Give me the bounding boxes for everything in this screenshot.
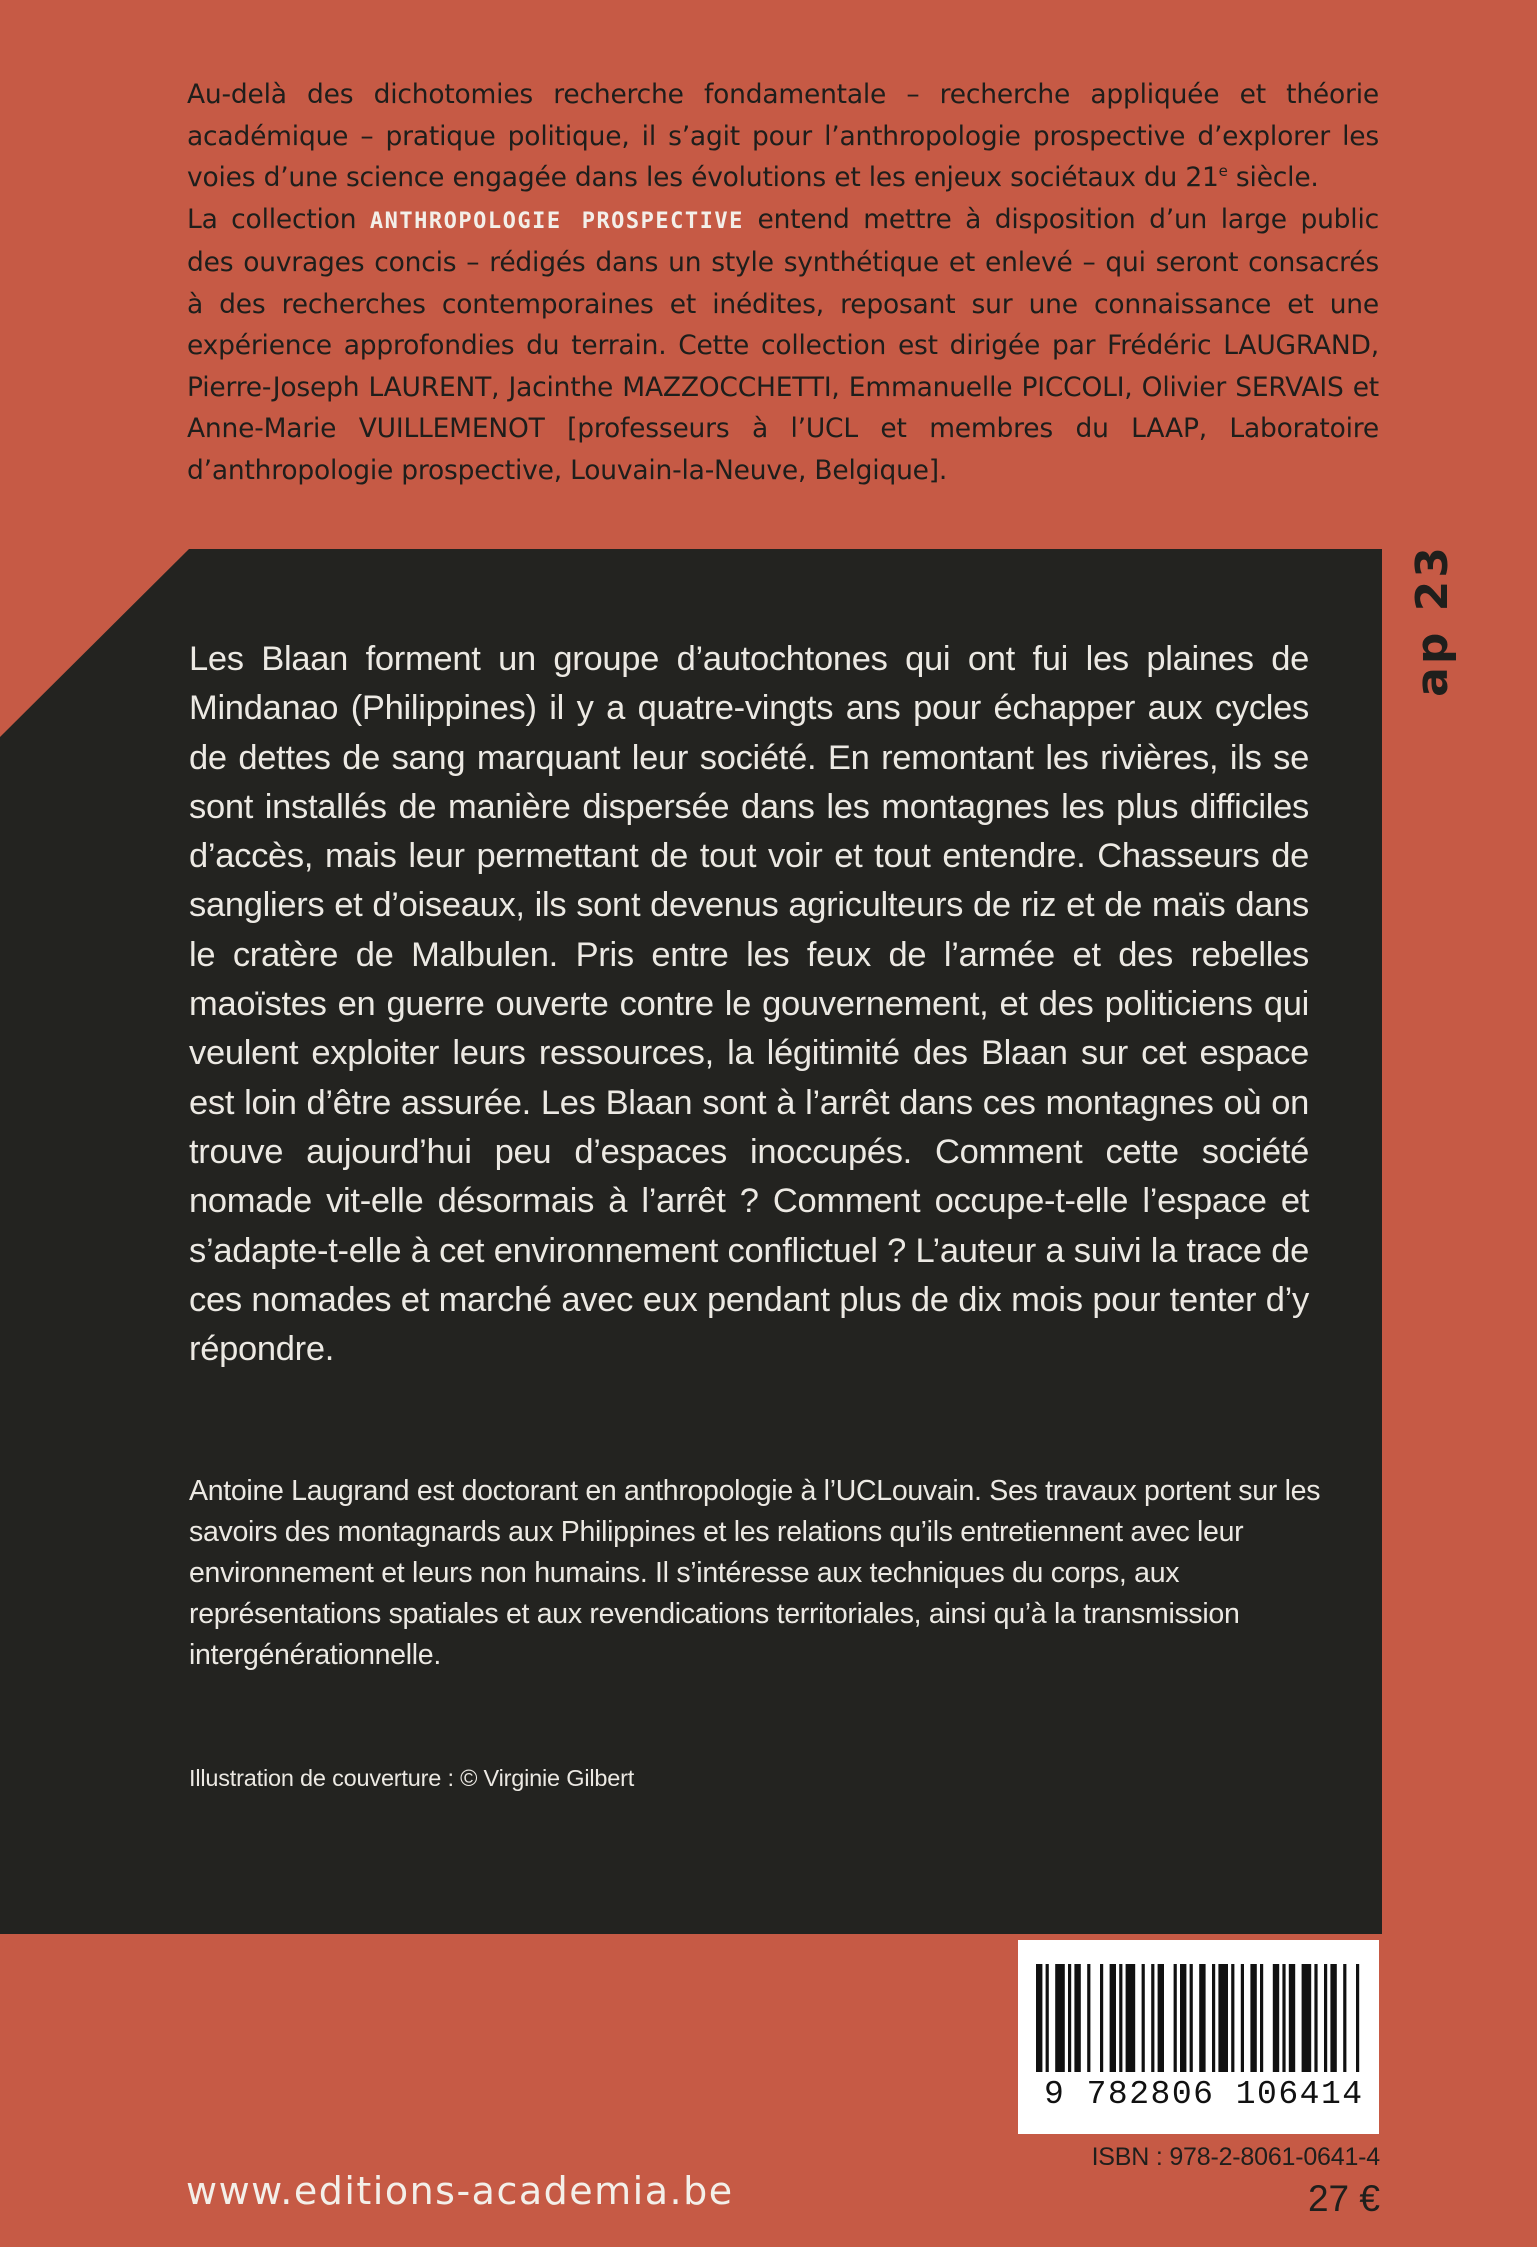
collection-name: ANTHROPOLOGIE PROSPECTIVE xyxy=(369,208,744,234)
intro-paragraph-2 xyxy=(187,199,1379,492)
series-mark-label: ap 23 xyxy=(1406,543,1458,697)
barcode-icon xyxy=(1036,1964,1362,2072)
publisher-website: www.editions-academia.be xyxy=(186,2169,734,2213)
author-bio-text: Antoine Laugrand est doctorant en anthropologie à l’UCLouvain. Ses travaux portent sur les savoirs des montagnards aux Philippines et les relations qu’ils entretiennent avec leur environnement et leurs non humains. Il s’intéresse aux techniques du corps, aux représentations spatiales et aux revendications territoriales, ainsi qu’à la transmission intergénérationnelle. xyxy=(189,1475,1321,1671)
summary-text: Les Blaan forment un groupe d’autochtones qui ont fui les plaines de Mindanao (Philippines) il y a quatre-vingts ans pour échapper aux cycles de dettes de sang marquant leur société. En remontant les rivières, ils se sont installés de manière dispersée dans les montagnes les plus difficiles d’accès, mais leur permettant de tout voir et tout entendre. Chasseurs de sangliers et d’oiseaux, ils sont devenus agriculteurs de riz et de maïs dans le cratère de Malbulen. Pris entre les feux de l’armée et des rebelles maoïstes en guerre ouverte contre le gouvernement, et des politiciens qui veulent exploiter leurs ressources, la légitimité des Blaan sur cet espace est loin d’être assurée. Les Blaan sont à l’arrêt dans ces montagnes où on trouve aujourd’hui peu d’espaces inoccupés. Comment cette société nomade vit-elle désormais à l’arrêt ? Comment occupe-t-elle l’espace et s’adapte-t-elle à cet environnement conflictuel ? L’auteur a suivi la trace de ces nomades et marché avec eux pendant plus de dix mois pour tenter d’y répondre. xyxy=(189,640,1309,1369)
series-mark xyxy=(1404,545,1460,695)
intro-text-1-end: siècle. xyxy=(1227,162,1319,193)
intro-text-2-start: La collection xyxy=(187,203,370,235)
collection-description xyxy=(187,74,1379,491)
intro-text-1: Au-delà des dichotomies recherche fondamentale – recherche appliquée et théorie académique – pratique politique, il s’agit pour l’anthropologie prospective d’explorer les voies d’une science engagée dans les évolutions et les enjeux sociétaux du 21 xyxy=(187,79,1379,193)
barcode-number: 9 782806 106414 xyxy=(1044,2076,1364,2113)
book-summary xyxy=(189,635,1309,1374)
price: 27 € xyxy=(1307,2178,1380,2219)
barcode-box xyxy=(1018,1940,1379,2134)
isbn: ISBN : 978-2-8061-0641-4 xyxy=(1091,2143,1380,2171)
intro-paragraph-1 xyxy=(187,74,1379,199)
intro-text-2-end: entend mettre à disposition d’un large public des ouvrages concis – rédigés dans un style synthétique et enlevé – qui seront consacrés à des recherches contemporaines et inédites, reposant sur une connaissance et une expérience approfondies du terrain. Cette collection est dirigée par Frédéric LAUGRAND, Pierre-Joseph LAURENT, Jacinthe MAZZOCCHETTI, Emmanuelle PICCOLI, Olivier SERVAIS et Anne-Marie VUILLEMENOT [professeurs à l’UCL et membres du LAAP, Laboratoire d’anthropologie prospective, Louvain-la-Neuve, Belgique]. xyxy=(187,203,1379,486)
author-bio xyxy=(189,1471,1349,1676)
century-superscript: e xyxy=(1218,162,1228,181)
cover-credit: Illustration de couverture : © Virginie Gilbert xyxy=(189,1765,635,1791)
